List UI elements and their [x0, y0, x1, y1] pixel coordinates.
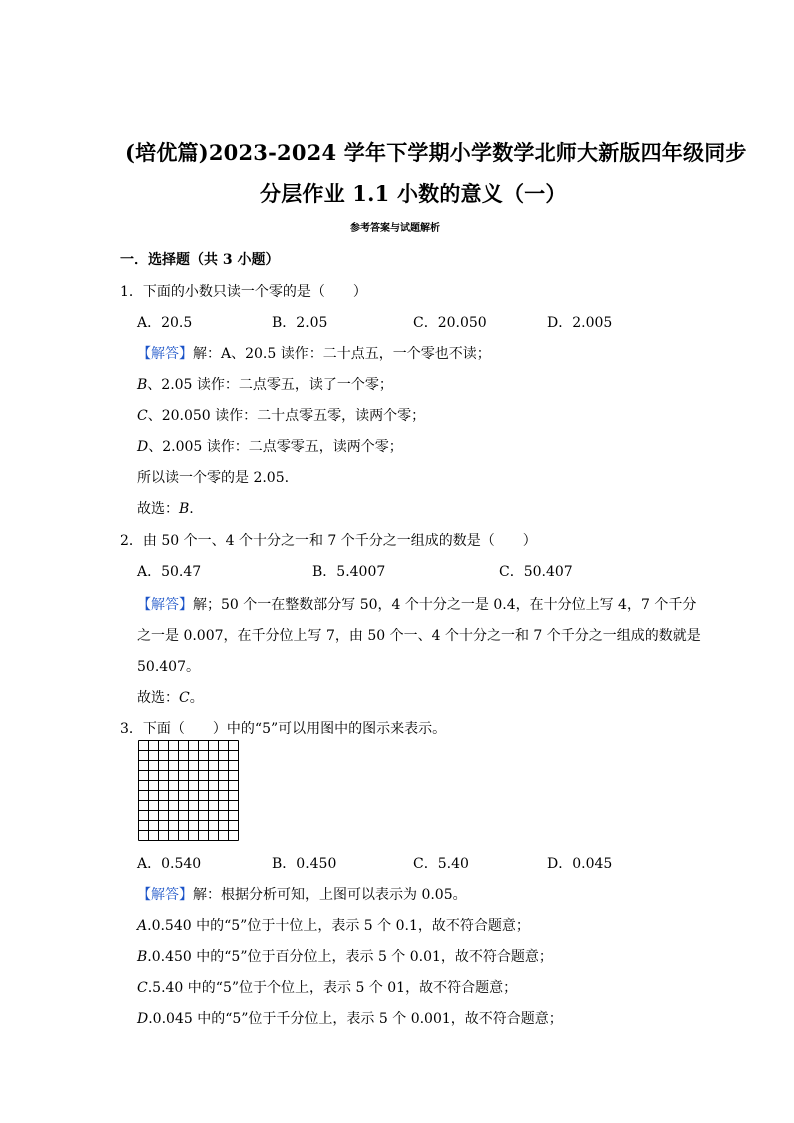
answer-text: 解：A、20.5 读作：二十点五，一个零也不读；	[193, 346, 491, 362]
page-subtitle: 参考答案与试题解析	[350, 223, 440, 234]
answer-text: .5.40 中的“5”位于个位上，表示 5 个 01，故不符合题意；	[147, 980, 518, 996]
answer-text: 解：根据分析可知，上图可以表示为 0.05。	[193, 887, 467, 903]
answer-tag: 【解答】	[137, 346, 193, 362]
question-1-stem: 1．下面的小数只读一个零的是（ ）	[120, 284, 367, 300]
page-title-line-2: 分层作业 1.1 小数的意义（一）	[260, 181, 567, 206]
answer-letter: C	[137, 980, 148, 996]
choice-suffix: .	[189, 501, 194, 517]
question-1-option-b: B．2.05	[272, 315, 328, 331]
choice-prefix: 故选：	[137, 501, 179, 517]
answer-letter: A	[137, 918, 148, 934]
answer-text: 解；50 个一在整数部分写 50，4 个十分之一是 0.4，在十分位上写 4，7 个千分	[193, 597, 697, 613]
answer-text: 、20.050 读作：二十点零五零，读两个零；	[147, 408, 426, 424]
choice-prefix: 故选：	[137, 690, 179, 706]
section-heading: 一．选择题（共 3 小题）	[120, 252, 280, 268]
question-1-option-d: D．2.005	[547, 315, 613, 331]
question-3-answer-line	[137, 977, 517, 997]
question-3-answer-line	[137, 884, 467, 904]
choice-letter: C	[179, 690, 190, 706]
answer-text: .0.045 中的“5”位于千分位上，表示 5 个 0.001，故不符合题意；	[148, 1011, 563, 1027]
question-2-answer-line	[137, 594, 696, 614]
question-1-choice	[137, 498, 194, 518]
question-1-answer-line	[137, 374, 393, 394]
question-2-option-b: B．5.4007	[312, 564, 386, 580]
page-title-line-1: (培优篇)2023-2024 学年下学期小学数学北师大新版四年级同步	[125, 140, 747, 165]
question-3-option-d: D．0.045	[547, 856, 613, 872]
question-3-option-b: B．0.450	[272, 856, 337, 872]
answer-letter: D	[137, 1011, 149, 1027]
question-1-answer-line	[137, 343, 491, 363]
answer-tag: 【解答】	[137, 597, 193, 613]
question-2-stem: 2．由 50 个一、4 个十分之一和 7 个千分之一组成的数是（ ）	[120, 533, 537, 549]
answer-tag: 【解答】	[137, 887, 193, 903]
question-3-stem: 3．下面（ ）中的“5”可以用图中的图示来表示。	[120, 721, 447, 737]
answer-letter: B	[137, 949, 148, 965]
question-1-answer-line: 所以读一个零的是 2.05.	[137, 470, 290, 486]
question-2-answer-line: 之一是 0.007，在千分位上写 7，由 50 个一、4 个十分之一和 7 个千分之一组成的数就是	[137, 628, 701, 644]
choice-suffix: 。	[189, 690, 204, 706]
question-3-option-c: C．5.40	[413, 856, 469, 872]
hundred-grid-figure	[138, 740, 239, 841]
question-2-choice	[137, 687, 204, 707]
question-1-option-c: C．20.050	[413, 315, 487, 331]
question-3-option-a: A．0.540	[137, 856, 202, 872]
answer-letter: B	[137, 377, 148, 393]
question-1-answer-line	[137, 405, 425, 425]
question-3-answer-line	[137, 915, 530, 935]
answer-text: .0.540 中的“5”位于十位上，表示 5 个 0.1，故不符合题意；	[147, 918, 530, 934]
question-3-answer-line	[137, 1008, 563, 1028]
answer-text: 、2.05 读作：二点零五，读了一个零；	[147, 377, 393, 393]
answer-text: 、2.005 读作：二点零零五，读两个零；	[148, 439, 403, 455]
question-1-option-a: A．20.5	[137, 315, 193, 331]
answer-letter: C	[137, 408, 148, 424]
choice-letter: B	[179, 501, 190, 517]
question-2-answer-line: 50.407。	[137, 659, 200, 675]
question-1-answer-line	[137, 436, 403, 456]
answer-letter: D	[137, 439, 149, 455]
question-2-option-c: C．50.407	[499, 564, 573, 580]
question-2-option-a: A．50.47	[137, 564, 202, 580]
hundred-grid-svg	[138, 740, 239, 841]
question-3-answer-line	[137, 946, 553, 966]
answer-text: .0.450 中的“5”位于百分位上，表示 5 个 0.01，故不符合题意；	[147, 949, 553, 965]
